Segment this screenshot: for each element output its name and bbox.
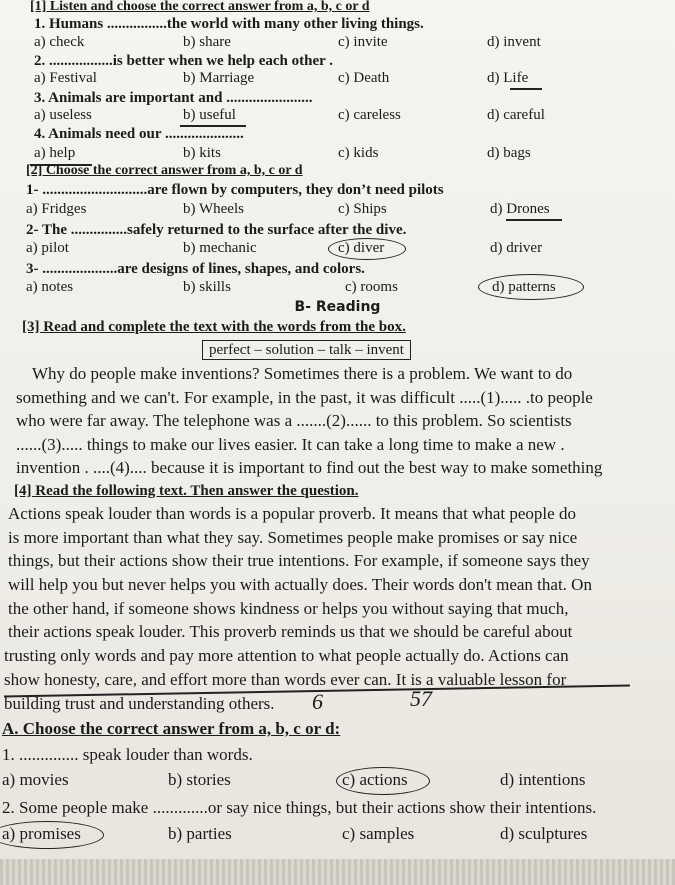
s2-q1-a[interactable]: a) Fridges (26, 201, 87, 217)
s2-q2-a[interactable]: a) pilot (26, 240, 69, 256)
word-box: perfect – solution – talk – invent (202, 340, 411, 360)
s1-q4-c[interactable]: c) kids (338, 145, 379, 161)
s2-q2-c[interactable]: c) diver (338, 240, 385, 256)
passage2-line: their actions speak louder. This proverb reminds us that we should be careful about (8, 622, 573, 641)
sA-q1-stem: 1. .............. speak louder than words. (2, 745, 253, 764)
sA-q2-a[interactable]: a) promises (2, 824, 81, 843)
s1-q2-options (0, 70, 675, 88)
page-bottom-edge (0, 859, 675, 885)
s1-q3-options (0, 107, 675, 125)
s1-q2-a[interactable]: a) Festival (34, 70, 97, 86)
sA-q2-d[interactable]: d) sculptures (500, 824, 588, 843)
s1-q4-b[interactable]: b) kits (183, 145, 221, 161)
s2-q2-b[interactable]: b) mechanic (183, 240, 257, 256)
pen-circle-actions (336, 767, 430, 795)
passage2-line: Actions speak louder than words is a popular proverb. It means that what people do (8, 504, 576, 523)
passage2-line: show honesty, care, and effort more than words ever can. It is a valuable lesson for (4, 670, 567, 689)
s1-q4-d[interactable]: d) bags (487, 145, 531, 161)
s1-q1-stem: 1. Humans ................the world with many other living things. (34, 16, 424, 32)
s2-q1-d[interactable]: d) Drones (490, 201, 550, 217)
passage2-line: the other hand, if someone shows kindness or helps you without saying that much, (8, 599, 569, 618)
passage1-line: who were far away. The telephone was a .......(2)...... to this problem. So scientists (16, 411, 572, 430)
s1-q4-options (0, 145, 675, 163)
section2-title: [2] Choose the correct answer from a, b, c or d (26, 163, 303, 178)
s1-q2-stem: 2. .................is better when we help each other . (34, 53, 334, 69)
sA-q2-stem: 2. Some people make .............or say nice things, but their actions show their intentions. (2, 798, 597, 817)
section3-title: [3] Read and complete the text with the words from the box. (22, 319, 406, 335)
pen-underline-life (510, 88, 542, 90)
s1-q1-d[interactable]: d) invent (487, 34, 541, 50)
passage2-line: trusting only words and pay more attention to what people actually do. Actions can (4, 646, 569, 665)
s2-q3-stem: 3- ....................are designs of lines, shapes, and colors. (26, 261, 365, 277)
handwritten-fiftyseven: 57 (410, 686, 432, 711)
s2-q1-options (0, 201, 675, 219)
pen-circle-diver (328, 238, 406, 260)
s2-q2-d[interactable]: d) driver (490, 240, 543, 256)
s1-q2-b[interactable]: b) Marriage (183, 70, 255, 86)
s1-q4-a[interactable]: a) help (34, 145, 76, 161)
pen-circle-patterns (478, 274, 584, 300)
passage1-line: ......(3)..... things to make our lives easier. It can take a long time to make a new . (16, 435, 565, 454)
s2-q1-stem: 1- ............................are flown by computers, they don’t need pilots (26, 182, 444, 198)
passage2-line: will help you but never helps you with actually does. Their words don't mean that. On (8, 575, 592, 594)
s1-q3-a[interactable]: a) useless (34, 107, 92, 123)
s2-q2-stem: 2- The ...............safely returned to the surface after the dive. (26, 222, 407, 238)
s1-q1-options (0, 34, 675, 52)
s1-q3-d[interactable]: d) careful (487, 107, 545, 123)
passage1-line: invention . ....(4).... because it is important to find out the best way to make something (16, 458, 603, 477)
passage2-line: building trust and understanding others. (4, 694, 275, 713)
passage2-line: things, but their actions show their true intentions. For example, if someone says they (8, 551, 590, 570)
sA-q1-d[interactable]: d) intentions (500, 770, 586, 789)
s2-q3-b[interactable]: b) skills (183, 279, 231, 295)
sA-q1-b[interactable]: b) stories (168, 770, 231, 789)
s1-q3-stem: 3. Animals are important and ....................... (34, 90, 313, 106)
s1-q1-c[interactable]: c) invite (338, 34, 388, 50)
s1-q2-d[interactable]: d) Life (487, 70, 529, 86)
pen-underline-drones (506, 219, 562, 221)
s1-q1-b[interactable]: b) share (183, 34, 231, 50)
sA-q1-a[interactable]: a) movies (2, 770, 69, 789)
sA-q2-b[interactable]: b) parties (168, 824, 232, 843)
passage1-line: Why do people make inventions? Sometimes there is a problem. We want to do (32, 364, 573, 383)
s1-q1-a[interactable]: a) check (34, 34, 85, 50)
passage1-line: something and we can't. For example, in the past, it was difficult .....(1)..... .to people (16, 388, 593, 407)
s2-q1-b[interactable]: b) Wheels (183, 201, 244, 217)
s2-q3-c[interactable]: c) rooms (345, 279, 398, 295)
s2-q3-d[interactable]: d) patterns (492, 279, 556, 295)
reading-heading: B- Reading (294, 299, 381, 315)
handwritten-six: 6 (312, 689, 323, 714)
s1-q4-stem: 4. Animals need our ..................... (34, 126, 244, 142)
s1-q3-b[interactable]: b) useful (183, 107, 236, 123)
section4-title: [4] Read the following text. Then answer the question. (14, 483, 359, 499)
sectionA-title: A. Choose the correct answer from a, b, c or d: (2, 719, 341, 738)
section1-title: [1] Listen and choose the correct answer from a, b, c or d (30, 0, 370, 14)
s1-q2-c[interactable]: c) Death (338, 70, 390, 86)
sA-q1-c[interactable]: c) actions (342, 770, 408, 789)
s2-q1-c[interactable]: c) Ships (338, 201, 387, 217)
s2-q3-a[interactable]: a) notes (26, 279, 74, 295)
sA-q2-c[interactable]: c) samples (342, 824, 415, 843)
s1-q3-c[interactable]: c) careless (338, 107, 401, 123)
passage2-line: is more important than what they say. Sometimes people make promises or say nice (8, 528, 578, 547)
